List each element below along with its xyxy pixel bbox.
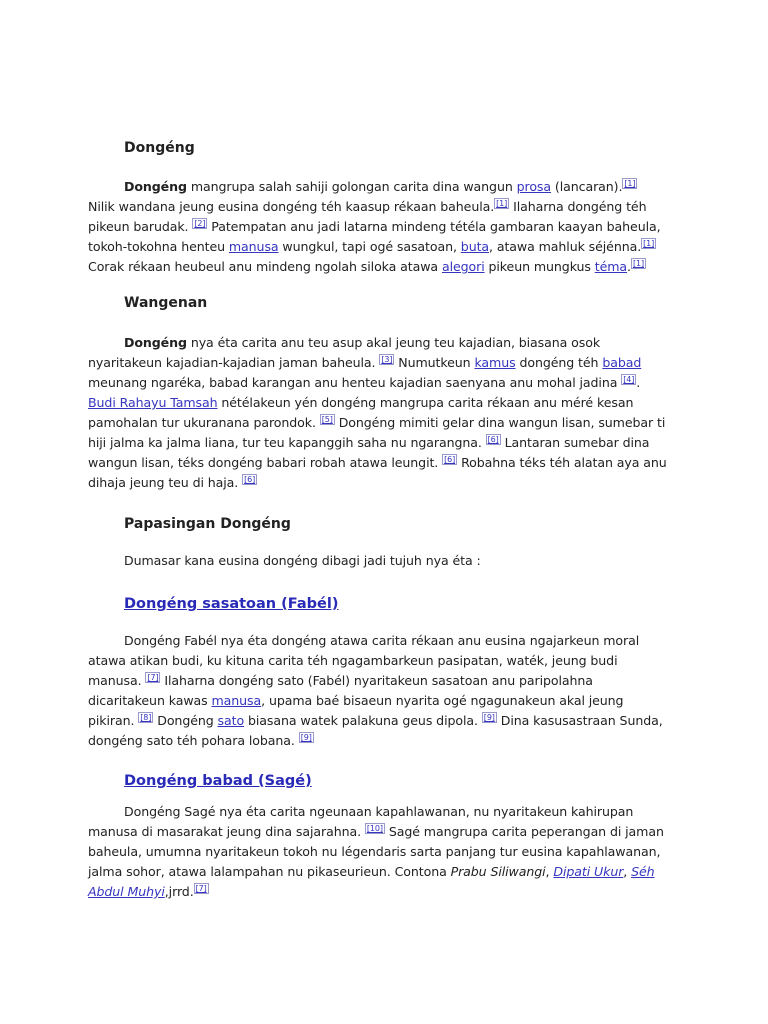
text-run: Lantaran sumebar dina wangun lisan, téks dongéng babari robah atawa leungit. xyxy=(88,435,650,470)
text-run: ,jrrd. xyxy=(164,884,194,899)
citation-link[interactable]: [8] xyxy=(140,712,152,722)
text-run: nya éta carita anu teu asup akal jeung teu kajadian, biasana osok nyaritakeun kajadian-kajadian jaman baheula. xyxy=(88,335,601,370)
citation-link[interactable]: [9] xyxy=(483,712,495,722)
section-heading: Dongéng xyxy=(124,140,195,156)
text-run: , atawa mahluk séjénna. xyxy=(489,239,642,254)
section-heading-link[interactable]: Dongéng sasatoan (Fabél) xyxy=(124,596,339,612)
citation-link[interactable]: [2] xyxy=(194,218,206,228)
citation-link[interactable]: [6] xyxy=(244,474,256,484)
wiki-link[interactable]: téma xyxy=(594,259,628,274)
citation-link[interactable]: [6] xyxy=(444,454,456,464)
citation-link[interactable]: [9] xyxy=(300,732,312,742)
text-run: Dongéng mimiti gelar dina wangun lisan, sumebar ti hiji jalma ka jalma liana, tur teu kapanggih saha nu ngarangna. xyxy=(88,415,666,450)
text-run: Robahna téks téh alatan aya anu dihaja jeung teu di haja. xyxy=(88,455,667,490)
section-heading: Papasingan Dongéng xyxy=(124,516,291,532)
text-run: mangrupa salah sahiji golongan carita dina wangun xyxy=(186,179,517,194)
text-run: , xyxy=(545,864,554,879)
citation-link[interactable]: [4] xyxy=(623,374,635,384)
section-heading-link[interactable]: Dongéng babad (Sagé) xyxy=(124,773,312,789)
wiki-link[interactable]: babad xyxy=(602,355,642,370)
text-run: Ilaharna dongéng téh pikeun barudak. xyxy=(88,199,647,234)
wiki-link[interactable]: buta xyxy=(460,239,490,254)
citation-link[interactable]: [3] xyxy=(381,354,393,364)
wiki-link[interactable]: prosa xyxy=(516,179,552,194)
text-run: Patempatan anu jadi latarna mindeng tétéla gambaran kaayan baheula, tokoh-tokohna henteu xyxy=(88,219,661,254)
citation-link[interactable]: [6] xyxy=(487,434,499,444)
text-run: Ilaharna dongéng sato (Fabél) nyaritakeun sasatoan anu paripolahna dicaritakeun kawas xyxy=(88,673,593,708)
paragraph xyxy=(88,631,668,751)
paragraph xyxy=(124,551,704,571)
italic-wiki-link[interactable]: Dipati Ukur xyxy=(553,864,624,879)
wiki-link[interactable]: manusa xyxy=(211,693,262,708)
paragraph xyxy=(88,802,668,902)
citation-link[interactable]: [1] xyxy=(496,198,508,208)
wiki-link[interactable]: alegori xyxy=(441,259,485,274)
citation-link[interactable]: [5] xyxy=(321,414,333,424)
wiki-link[interactable]: kamus xyxy=(474,355,516,370)
wiki-link[interactable]: Budi Rahayu Tamsah xyxy=(88,395,218,410)
text-run: Corak rékaan heubeul anu mindeng ngolah siloka atawa xyxy=(88,259,442,274)
wiki-link[interactable]: manusa xyxy=(228,239,279,254)
text-run: pikeun mungkus xyxy=(484,259,595,274)
text-run: meunang ngaréka, babad karangan anu henteu kajadian saenyana anu mohal jadina xyxy=(88,375,622,390)
text-run: wungkul, tapi ogé sasatoan, xyxy=(278,239,461,254)
citation-link[interactable]: [7] xyxy=(195,883,207,893)
italic-text: Prabu Siliwangi xyxy=(450,864,546,879)
text-run: Dongéng Sagé nya éta carita ngeunaan kapahlawanan, nu nyaritakeun kahirupan manusa di masarakat jeung dina sajarahna. xyxy=(88,804,634,839)
citation-link[interactable]: [10] xyxy=(366,823,383,833)
citation-link[interactable]: [1] xyxy=(624,178,636,188)
paragraph xyxy=(88,333,668,493)
text-run: , upama baé bisaeun nyarita ogé ngagunakeun akal jeung pikiran. xyxy=(88,693,624,728)
text-run: (lancaran). xyxy=(551,179,623,194)
citation-link[interactable]: [1] xyxy=(643,238,655,248)
paragraph xyxy=(88,177,668,277)
text-run: Dongéng Fabél nya éta dongéng atawa carita rékaan anu eusina ngajarkeun moral atawa atikan budi, ku kituna carita téh ngagambarkeun pasipatan, waték, jeung budi manusa. xyxy=(88,633,640,688)
text-run: Dongéng xyxy=(153,713,218,728)
wiki-link[interactable]: sato xyxy=(217,713,245,728)
text-run: Dina kasusastraan Sunda, dongéng sato téh pohara lobana. xyxy=(88,713,663,748)
text-run: . xyxy=(627,259,631,274)
text-run: , xyxy=(623,864,632,879)
text-run: Numutkeun xyxy=(394,355,475,370)
bold-term: Dongéng xyxy=(124,179,187,194)
text-run: Sagé mangrupa carita peperangan di jaman baheula, umumna nyaritakeun tokoh nu légendaris sarta panjang tur eusina kapahlawanan, jalma sohor, atawa lalampahan nu pikaseurieun. Contona xyxy=(88,824,664,879)
section-heading: Wangenan xyxy=(124,295,208,311)
text-run: dongéng téh xyxy=(515,355,603,370)
text-run: nétélakeun yén dongéng mangrupa carita rékaan anu méré kesan pamohalan tur ukuranana parondok. xyxy=(88,395,634,430)
bold-term: Dongéng xyxy=(124,335,187,350)
citation-link[interactable]: [1] xyxy=(632,258,644,268)
text-run: biasana watek palakuna geus dipola. xyxy=(244,713,482,728)
text-run: Nilik wandana jeung eusina dongéng téh kaasup rékaan baheula. xyxy=(88,199,495,214)
citation-link[interactable]: [7] xyxy=(147,672,159,682)
text-run: Dumasar kana eusina dongéng dibagi jadi tujuh nya éta : xyxy=(124,553,481,568)
italic-wiki-link[interactable]: Séh Abdul Muhyi xyxy=(88,864,655,899)
text-run: . xyxy=(636,375,641,390)
